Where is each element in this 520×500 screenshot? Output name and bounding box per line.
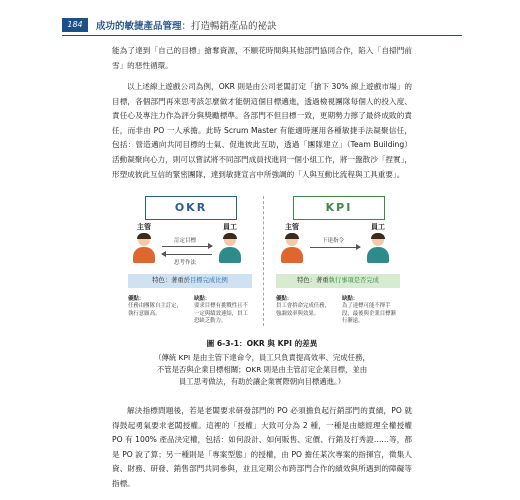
kpi-adv-text: 員工會拚命完成任務，強調效率與效果。 xyxy=(276,303,330,317)
hair-icon xyxy=(223,233,237,239)
okr-disadvantage xyxy=(194,296,252,326)
shirt-icon xyxy=(219,247,241,263)
right-arrow-icon xyxy=(162,246,212,247)
okr-advantage xyxy=(128,296,186,318)
kpi-dis-title: 缺點： xyxy=(342,296,359,302)
okr-arrow-top-label: 訂定目標 xyxy=(174,238,197,244)
page-number: 184 xyxy=(62,18,88,32)
okr-adv-title: 優點： xyxy=(128,296,145,302)
kpi-dis-text: 為了達標可能不擇手段，最後與企業目標漸行漸遠。 xyxy=(342,303,396,325)
kpi-manager-figure xyxy=(279,234,305,264)
okr-dis-title: 缺點： xyxy=(194,296,211,302)
kpi-feature-prefix: 特色：著重 xyxy=(297,277,329,284)
okr-feature-prefix: 特色：著重於 xyxy=(152,277,190,284)
okr-manager-label: 主管 xyxy=(137,223,151,231)
body-paragraph-3: 解決指標問題後，若是老闆要求研發部門的 PO 必須擔負起行銷部門的責績，PO 就得鼓起勇氣要求老闆授權。這裡的「授權」大致可分為 2 種，一種是由總經理全權授權 PO 有 100% 產品決定權，包括：如何設計、如何販售、定價、行銷及打秀證……等，都是 PO 說了算；另一種則是「專案型態」的授權，由 PO 擔任某次專案的指揮官，徵集人資、財務、研發、銷售部門共同參與，並且定期公布跨部門合作的績效與所遇到的障礙等指標。 xyxy=(112,406,412,488)
body-paragraph-2: 以上述線上遊戲公司為例，OKR 則是由公司老闆訂定「搶下 30% 線上遊戲市場」的目標，各個部門再來思考該怎麼做才能朝這個目標邁進，透過檢視團隊每個人的投入度、責任心及專注力作為評分與獎勵標準。各部門不但目標一致，更期勢力擰了最終成敗的責任，而非由 PO 一人承擔。此時 Scrum Master 有能適時運用各種敏捷手法凝聚信任，包括：營造邁向共同目標的士氣、促進彼此互助，透過「團隊建立」（Team Building）活動凝聚向心力，則可以嘗試將不同部門成員找進同一個小組工作，將一盤散沙「捏實」，形塑成彼此互信的緊密團隊，達到敏捷宣言中所強調的「人與互動比流程與工具重要」。 xyxy=(112,82,412,179)
hair-icon xyxy=(285,233,299,239)
kpi-feature-box xyxy=(276,274,400,288)
caption-note-line: 員工思考做法，有助於讓企業實際朝向目標邁進。） xyxy=(178,377,346,387)
left-arrow-icon xyxy=(162,254,212,255)
kpi-adv-title: 優點： xyxy=(276,296,293,302)
kpi-disadvantage xyxy=(342,296,400,326)
kpi-employee-label: 員工 xyxy=(371,223,385,231)
shirt-icon xyxy=(367,247,389,263)
okr-dis-text: 要求目標有挑戰性且不一定與績效連結，員工恐缺乏動力。 xyxy=(194,303,248,325)
okr-manager-figure xyxy=(131,234,157,264)
kpi-title: KPI xyxy=(293,196,385,220)
right-arrow-icon xyxy=(310,247,360,248)
kpi-arrow-top-label: 下達指令 xyxy=(322,238,345,244)
header-rule xyxy=(62,35,462,36)
kpi-feature-highlight: 執行事項是否完成 xyxy=(328,277,379,284)
okr-arrow-bottom-label: 思考作法 xyxy=(174,260,197,266)
book-subtitle: ：打造暢銷產品的祕訣 xyxy=(181,21,277,32)
okr-employee-figure xyxy=(217,234,243,264)
okr-kpi-figure xyxy=(118,196,408,326)
book-title: 成功的敏捷產品管理 xyxy=(96,21,182,32)
shirt-icon xyxy=(133,247,155,263)
figure-caption-notes xyxy=(112,352,412,389)
figure-divider xyxy=(263,196,264,326)
running-title xyxy=(96,18,277,32)
hair-icon xyxy=(371,233,385,239)
okr-employee-label: 員工 xyxy=(223,223,237,231)
okr-feature-highlight: 目標完成比例 xyxy=(190,277,228,284)
running-header xyxy=(62,16,462,38)
okr-feature-box xyxy=(128,274,252,288)
figure-caption: 圖 6-3-1：OKR 與 KPI 的差異 xyxy=(206,339,318,348)
body-paragraph-1: 能為了達到「自己的目標」搶奪資源，不願花時間與其他部門協同合作，陷入「自掃門前雪」的惡性循環。 xyxy=(112,46,412,70)
caption-note-line: （傳統 KPI 是由主管下達命令，員工只負責提高效率、完成任務， xyxy=(154,353,370,362)
kpi-advantage xyxy=(276,296,334,318)
okr-adv-text: 任務由團隊自主訂定，執行意願高。 xyxy=(128,303,182,317)
caption-note-line: 不管是否與企業目標相關；OKR 則是由主管訂定企業目標，並由 xyxy=(156,365,368,375)
hair-icon xyxy=(137,233,151,239)
kpi-employee-figure xyxy=(365,234,391,264)
kpi-manager-label: 主管 xyxy=(285,223,299,231)
shirt-icon xyxy=(281,247,303,263)
okr-title: OKR xyxy=(145,196,237,220)
